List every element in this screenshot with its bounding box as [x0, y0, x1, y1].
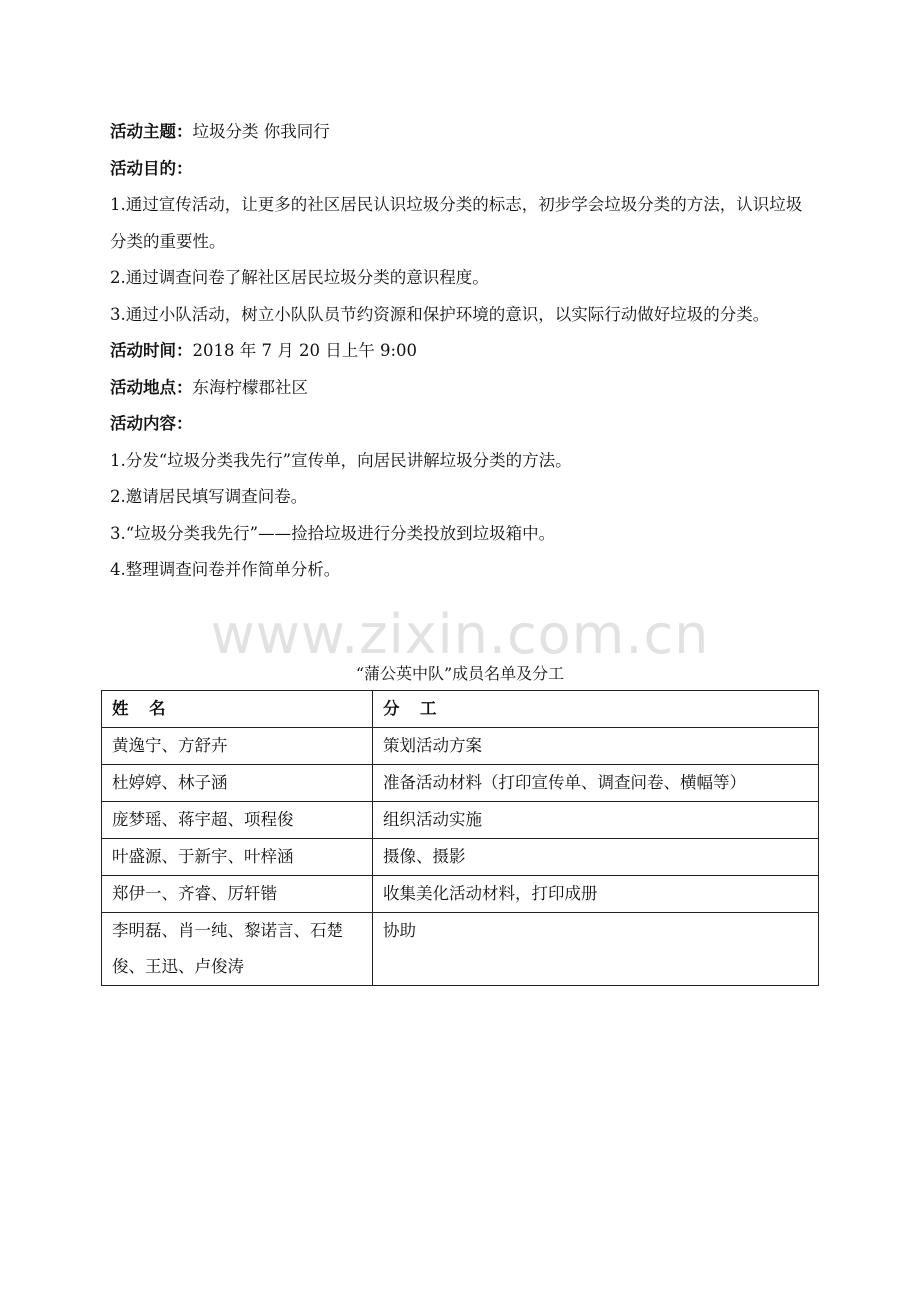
- member-names: 郑伊一、齐睿、厉轩锴: [102, 876, 373, 913]
- location-value: 东海柠檬郡社区: [192, 377, 308, 397]
- table-row: [102, 765, 819, 802]
- table-row: [102, 728, 819, 765]
- time-label: 活动时间：: [110, 341, 193, 360]
- time-value: 2018 年 7 月 20 日上午 9:00: [192, 341, 418, 360]
- purpose-label: 活动目的：: [110, 158, 193, 178]
- location-label: 活动地点：: [110, 377, 193, 397]
- content-item-3: 3.“垃圾分类我先行”——捡拾垃圾进行分类投放到垃圾箱中。: [110, 523, 556, 543]
- member-role: 协助: [373, 913, 819, 986]
- table-row: [102, 913, 819, 986]
- purpose-item-2: 2.通过调查问卷了解社区居民垃圾分类的意识程度。: [110, 268, 489, 287]
- member-role: 策划活动方案: [373, 728, 819, 765]
- content-item-4: 4.整理调查问卷并作简单分析。: [110, 560, 341, 579]
- activity-plan-body: [110, 114, 818, 589]
- header-role: 分 工: [373, 691, 819, 728]
- location-line: [110, 370, 818, 407]
- member-names: 黄逸宁、方舒卉: [102, 728, 373, 765]
- purpose-heading: [110, 151, 818, 188]
- header-name: 姓 名: [102, 691, 373, 728]
- table-row: [102, 876, 819, 913]
- time-line: [110, 333, 818, 370]
- table-header-row: [102, 691, 819, 728]
- member-names: 叶盛源、于新宇、叶梓涵: [102, 839, 373, 876]
- watermark: www.zixin.com.cn: [210, 603, 710, 666]
- purpose-item-3: 3.通过小队活动，树立小队队员节约资源和保护环境的意识，以实际行动做好垃圾的分类。: [110, 304, 770, 324]
- theme-line: [110, 114, 818, 151]
- content-label: 活动内容：: [110, 414, 193, 433]
- table-row: [102, 802, 819, 839]
- content-item-2: 2.邀请居民填写调查问卷。: [110, 487, 308, 506]
- member-role: 组织活动实施: [373, 802, 819, 839]
- member-names: 杜婷婷、林子涵: [102, 765, 373, 802]
- member-role: 收集美化活动材料，打印成册: [373, 876, 819, 913]
- table-title: “蒲公英中队”成员名单及分工: [355, 664, 565, 683]
- content-item-1: 1.分发“垃圾分类我先行”宣传单，向居民讲解垃圾分类的方法。: [110, 450, 572, 470]
- member-names: 庞梦瑶、蒋宇超、项程俊: [102, 802, 373, 839]
- purpose-item-1: 1.通过宣传活动，让更多的社区居民认识垃圾分类的标志，初步学会垃圾分类的方法，认识垃圾分类的重要性。: [110, 195, 803, 251]
- member-role: 摄像、摄影: [373, 839, 819, 876]
- theme-value: 垃圾分类 你我同行: [192, 122, 330, 141]
- member-role: 准备活动材料（打印宣传单、调查问卷、横幅等）: [373, 765, 819, 802]
- member-names: 李明磊、肖一纯、黎诺言、石楚俊、王迅、卢俊涛: [102, 913, 373, 986]
- table-row: [102, 839, 819, 876]
- member-roster-table: [101, 690, 819, 986]
- theme-label: 活动主题：: [110, 122, 193, 141]
- content-heading: [110, 406, 818, 443]
